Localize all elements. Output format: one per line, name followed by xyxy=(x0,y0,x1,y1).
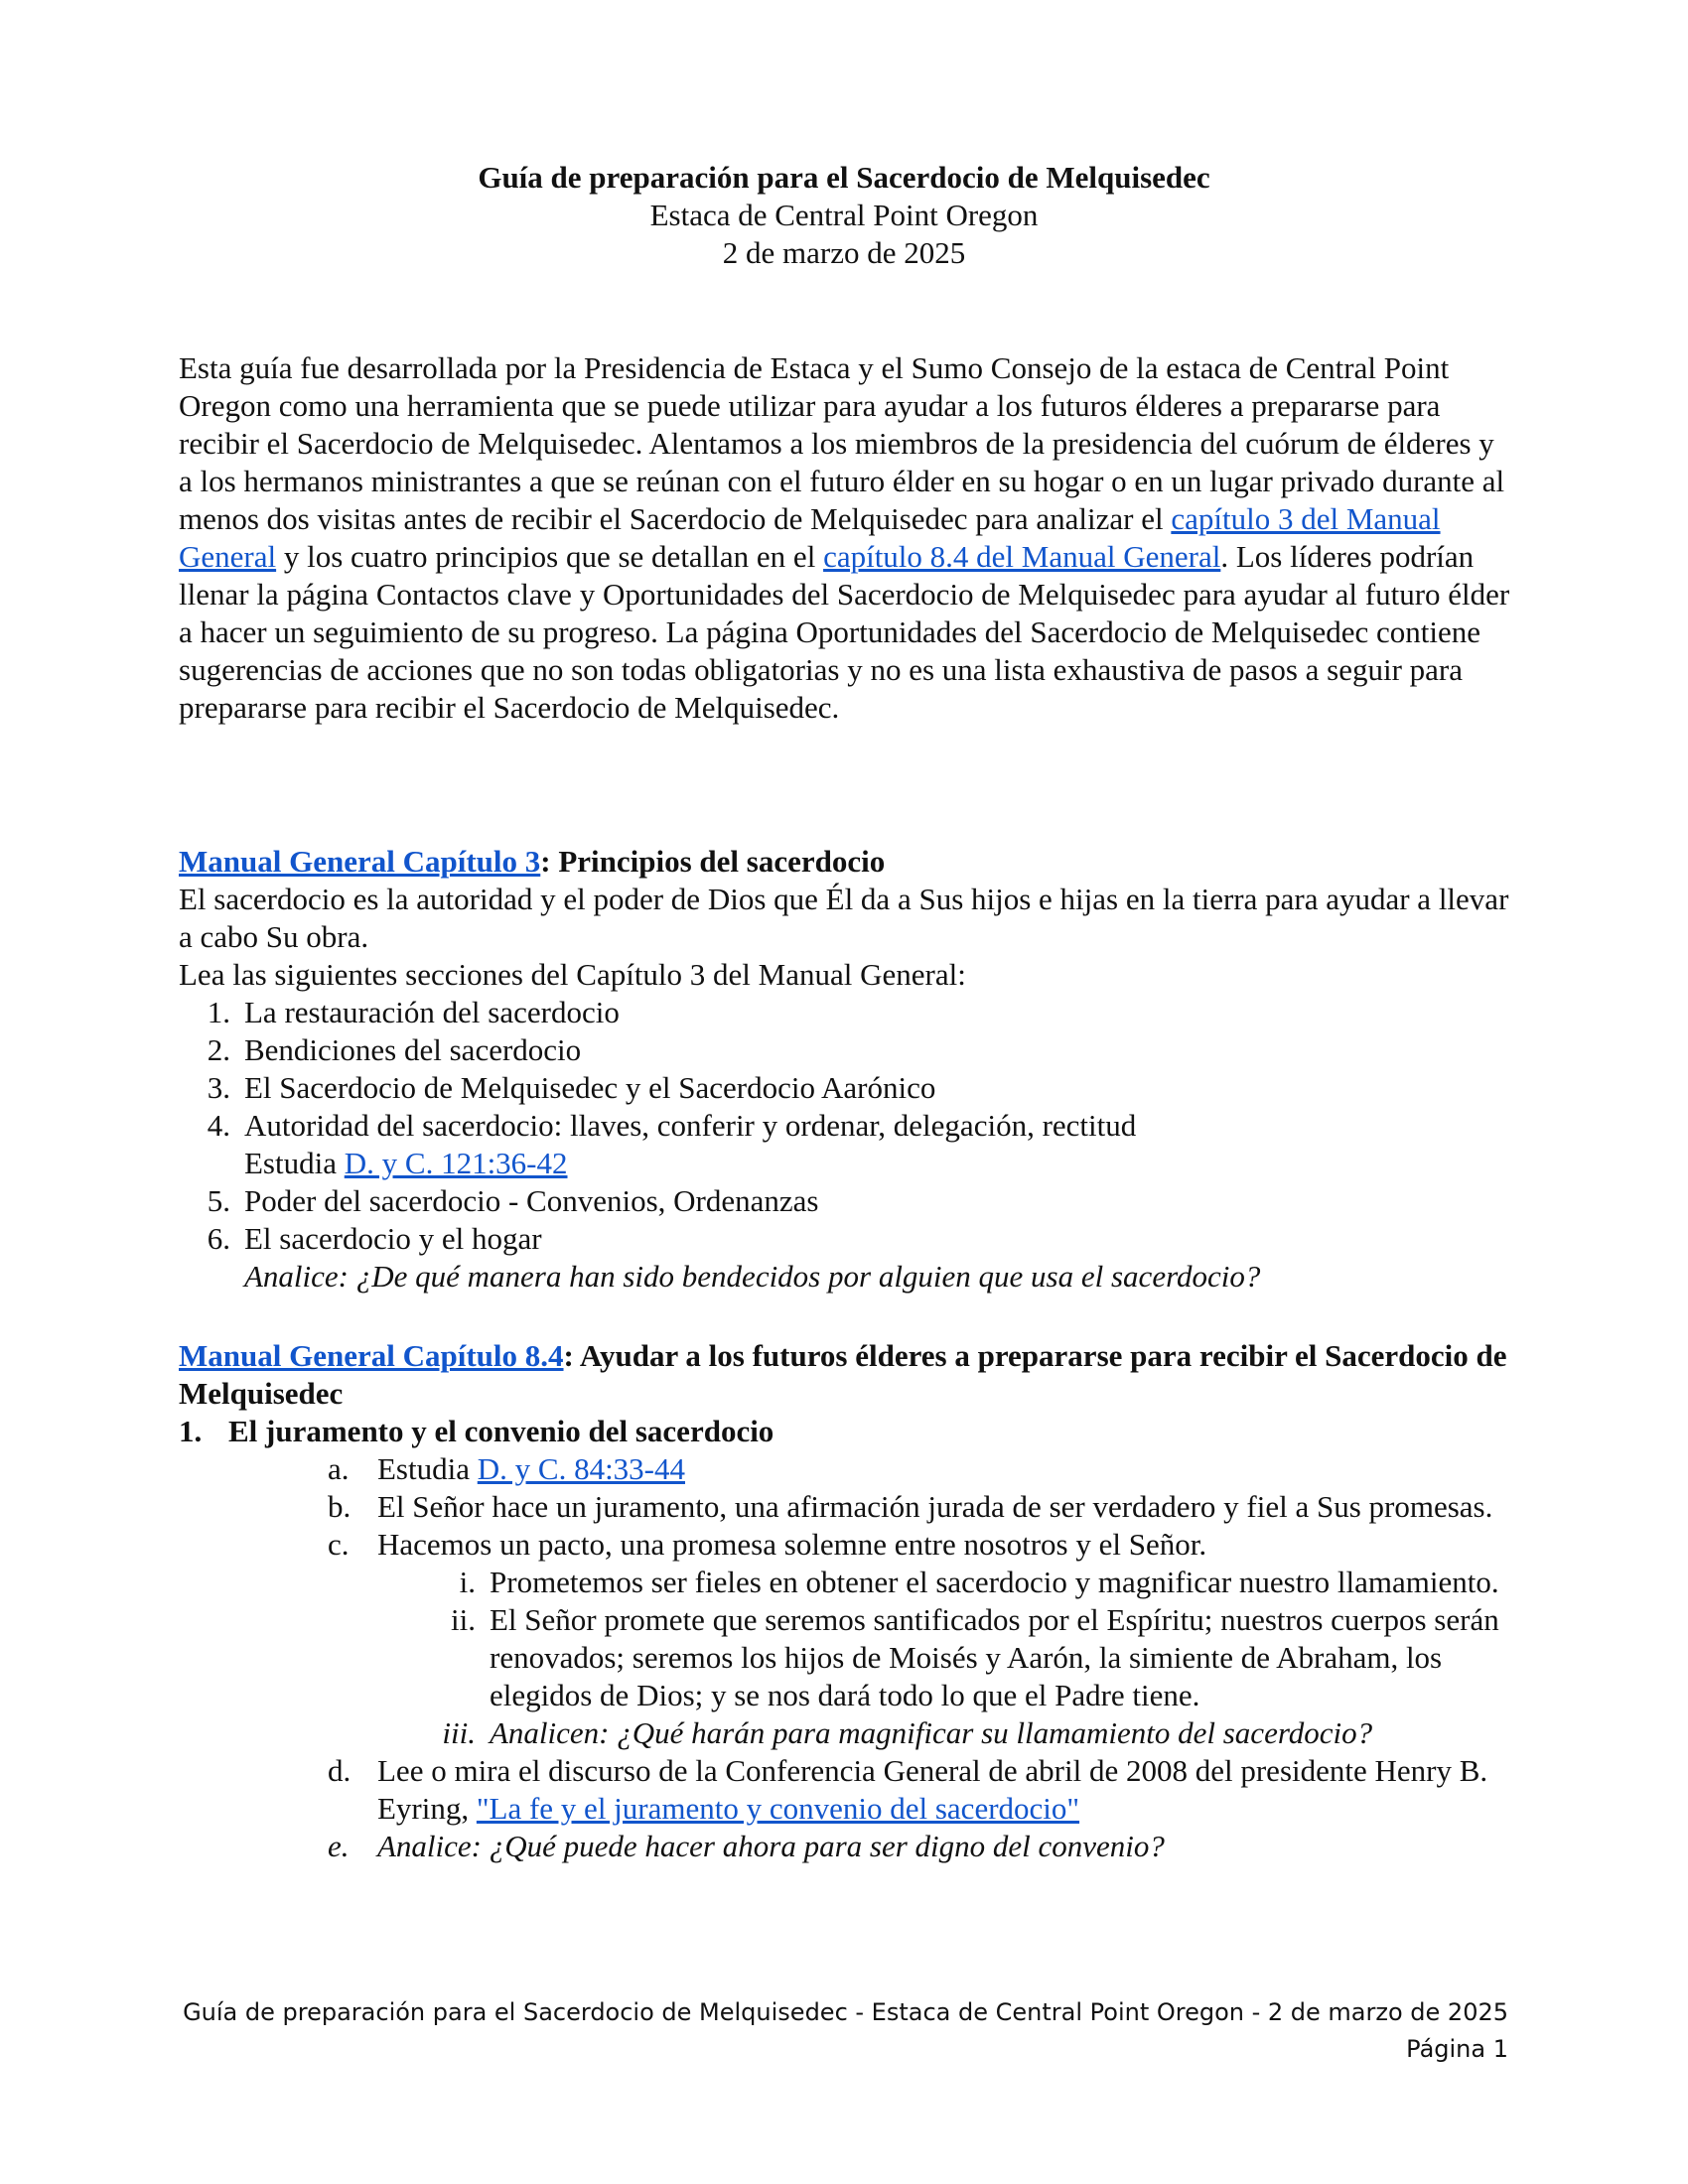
list-text xyxy=(363,1450,1514,1488)
link-chapter-3[interactable]: capítulo 3 del Manual General xyxy=(179,501,1441,574)
item-d-text: Lee o mira el discurso de la Conferencia General de abril de 2008 del presidente Henry B. Eyring, xyxy=(377,1753,1488,1826)
list-letter: a. xyxy=(328,1451,350,1486)
list-text xyxy=(230,1220,1514,1296)
list-text: Hacemos un pacto, una promesa solemne entre nosotros y el Señor. xyxy=(377,1527,1207,1562)
roman-number: iii. xyxy=(442,1715,476,1750)
subsection-number: 1. xyxy=(179,1414,203,1448)
list-item-d xyxy=(328,1752,1514,1828)
page-number: Página 1 xyxy=(1406,2035,1508,2063)
list-item xyxy=(179,1182,1514,1220)
link-dc-84[interactable]: D. y C. 84:33-44 xyxy=(477,1451,685,1486)
list-text-main: Autoridad del sacerdocio: llaves, conferir y ordenar, delegación, rectitud xyxy=(244,1108,1137,1143)
list-item xyxy=(179,1069,1514,1107)
section1-link[interactable]: Manual General Capítulo 3 xyxy=(179,844,541,879)
list-number: 6. xyxy=(207,1221,230,1256)
section1-lead: Lea las siguientes secciones del Capítulo 3 del Manual General: xyxy=(179,957,966,992)
link-chapter-8-4[interactable]: capítulo 8.4 del Manual General xyxy=(823,539,1221,574)
section-priesthood-principles xyxy=(179,843,1514,1296)
list-letter: c. xyxy=(328,1527,350,1562)
list-text: Prometemos ser fieles en obtener el sacerdocio y magnificar nuestro llamamiento. xyxy=(490,1565,1499,1599)
footer-text: Guía de preparación para el Sacerdocio de Melquisedec - Estaca de Central Point Oregon - 2 de marzo de 2025 xyxy=(183,1998,1508,2026)
link-dc-121[interactable]: D. y C. 121:36-42 xyxy=(344,1146,568,1180)
item-a-prefix: Estudia xyxy=(377,1451,478,1486)
document-date: 2 de marzo de 2025 xyxy=(722,235,966,270)
list-letter: d. xyxy=(328,1753,352,1788)
intro-text-3: . Los líderes podrían llenar la página Contactos clave y Oportunidades del Sacerdocio de Melquisedec para ayudar al futuro élder a hacer un seguimiento de su progreso. La página Oportunidades del Sacerdocio de Melquisedec contiene sugerencias de acciones que no son todas obligatorias y no es una lista exhaustiva de pasos a seguir para prepararse para recibir el Sacerdocio de Melquisedec. xyxy=(179,539,1510,725)
intro-text-1: Esta guía fue desarrollada por la Presidencia de Estaca y el Sumo Consejo de la estaca de Central Point Oregon como una herramienta que se puede utilizar para ayudar a los futuros élderes a prepararse para recibir el Sacerdocio de Melquisedec. Alentamos a los miembros de la presidencia del cuórum de élderes y a los hermanos ministrantes a que se reúnan con el futuro élder en su hogar o en un lugar privado durante al menos dos visitas antes de recibir el Sacerdocio de Melquisedec para analizar el xyxy=(179,350,1505,536)
section-oath-covenant xyxy=(179,1337,1514,1865)
intro-paragraph xyxy=(179,349,1514,727)
list-text: El Señor hace un juramento, una afirmación jurada de ser verdadero y fiel a Sus promesas. xyxy=(377,1489,1493,1524)
list-item xyxy=(179,1107,1514,1182)
roman-number: i. xyxy=(459,1565,476,1599)
subsection-heading xyxy=(179,1413,1514,1450)
intro-text-2: y los cuatro principios que se detallan en el xyxy=(276,539,824,574)
list-text: Analicen: ¿Qué harán para magnificar su llamamiento del sacerdocio? xyxy=(490,1715,1373,1750)
list-text: Analice: ¿Qué puede hacer ahora para ser digno del convenio? xyxy=(377,1829,1165,1863)
section2-heading xyxy=(179,1337,1514,1413)
roman-number: ii. xyxy=(451,1602,476,1637)
list-text: El Señor promete que seremos santificados por el Espíritu; nuestros cuerpos serán renovados; seremos los hijos de Moisés y Aarón, la simiente de Abraham, los elegidos de Dios; y se nos dará todo lo que el Padre tiene. xyxy=(490,1602,1499,1712)
section2-link[interactable]: Manual General Capítulo 8.4 xyxy=(179,1338,564,1373)
list-text-main: El sacerdocio y el hogar xyxy=(244,1221,542,1256)
list-item-c-i xyxy=(428,1564,1514,1601)
list-number: 5. xyxy=(207,1183,230,1218)
document-title: Guía de preparación para el Sacerdocio de Melquisedec xyxy=(478,160,1210,195)
list-item-e xyxy=(328,1828,1514,1865)
list-number: 1. xyxy=(207,995,230,1029)
list-letter: e. xyxy=(328,1829,350,1863)
list-number: 2. xyxy=(207,1032,230,1067)
list-item-c-iii xyxy=(428,1714,1514,1752)
list-item-c xyxy=(328,1526,1514,1564)
list-text: Poder del sacerdocio - Convenios, Ordenanzas xyxy=(244,1183,819,1218)
stake-name: Estaca de Central Point Oregon xyxy=(649,198,1039,232)
list-number: 3. xyxy=(207,1070,230,1105)
list-letter: b. xyxy=(328,1489,352,1524)
list-item xyxy=(179,994,1514,1031)
section1-heading xyxy=(179,843,1514,881)
list-number: 4. xyxy=(207,1108,230,1143)
list-text: Bendiciones del sacerdocio xyxy=(244,1032,582,1067)
list-text xyxy=(363,1752,1514,1828)
list-item-a xyxy=(328,1450,1514,1488)
link-eyring-talk[interactable]: "La fe y el juramento y convenio del sacerdocio" xyxy=(476,1791,1080,1826)
list-text: La restauración del sacerdocio xyxy=(244,995,620,1029)
section1-description: El sacerdocio es la autoridad y el poder de Dios que Él da a Sus hijos e hijas en la tierra para ayudar a llevar a cabo Su obra. xyxy=(179,882,1509,954)
item4-sub-prefix: Estudia xyxy=(244,1146,345,1180)
list-item-b xyxy=(328,1488,1514,1526)
page-footer xyxy=(183,1994,1508,2068)
list-item-c-ii xyxy=(428,1601,1514,1714)
list-item xyxy=(179,1031,1514,1069)
document-header xyxy=(0,159,1688,272)
section2-title: : Ayudar a los futuros élderes a prepararse para recibir el Sacerdocio de Melquisedec xyxy=(179,1338,1507,1411)
list-text: El Sacerdocio de Melquisedec y el Sacerdocio Aarónico xyxy=(244,1070,936,1105)
subsection-title: El juramento y el convenio del sacerdocio xyxy=(228,1414,774,1448)
list-text xyxy=(230,1107,1514,1182)
item6-discussion: Analice: ¿De qué manera han sido bendecidos por alguien que usa el sacerdocio? xyxy=(244,1259,1261,1294)
list-item xyxy=(179,1220,1514,1296)
section1-title: : Principios del sacerdocio xyxy=(540,844,886,879)
